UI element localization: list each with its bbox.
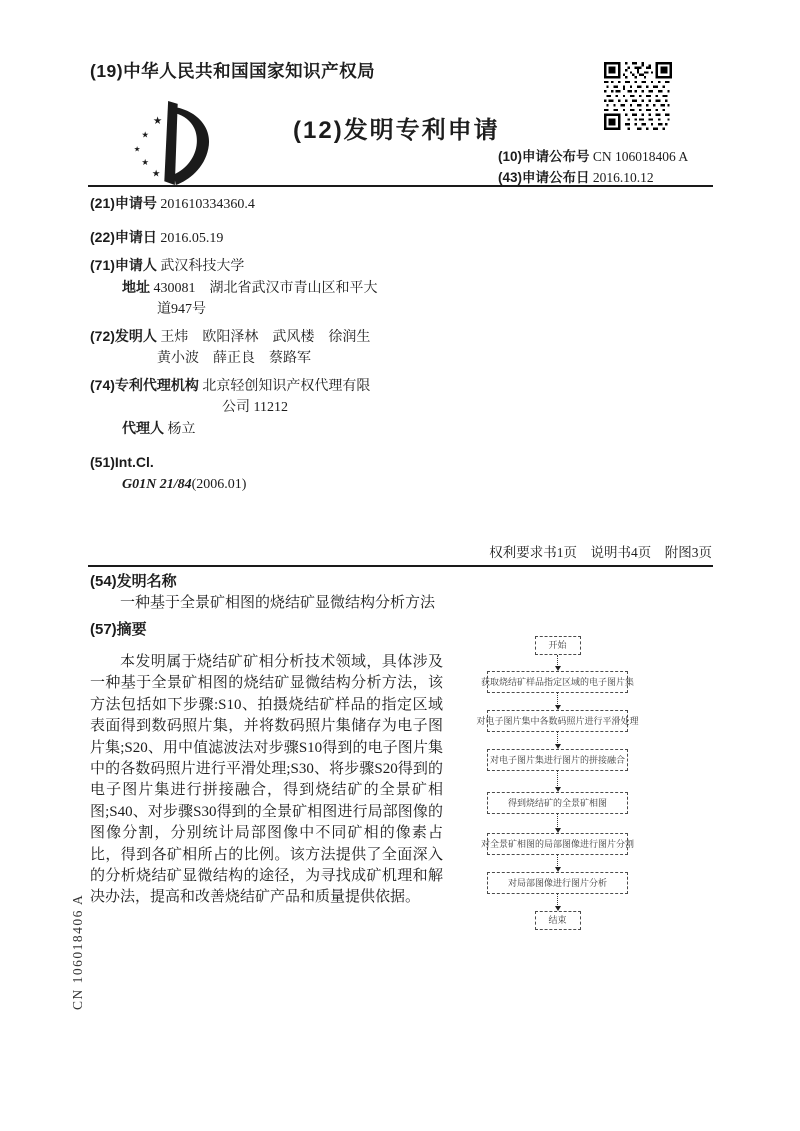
- applicant-value: 武汉科技大学: [160, 259, 245, 274]
- svg-text:★: ★: [152, 115, 163, 127]
- svg-text:★: ★: [141, 129, 150, 140]
- inventors-row-2: [90, 348, 465, 369]
- cnipa-logo-icon: [128, 98, 214, 188]
- flowchart-connector: [555, 814, 561, 833]
- inventors-row: [90, 326, 465, 348]
- flowchart-connector: [555, 655, 561, 671]
- flowchart-node-panorama: 得到烧结矿的全景矿相图: [487, 792, 628, 814]
- inventors-line1: 王炜 欧阳泽林 武风楼 徐润生: [160, 330, 371, 345]
- svg-text:★: ★: [133, 144, 141, 154]
- address-row: [90, 277, 465, 299]
- inventors-line2: 黄小波 薛正良 蔡路军: [157, 351, 311, 366]
- agency-line2: 公司 11212: [222, 400, 288, 415]
- address-label: 地址: [122, 279, 150, 295]
- agency-label: (74)专利代理机构: [90, 377, 199, 393]
- patent-office-name: (19)中华人民共和国国家知识产权局: [90, 61, 376, 81]
- abstract-text: 本发明属于烧结矿矿相分析技术领域，具体涉及一种基于全景矿相图的烧结矿显微结构分析方法，该方法包括如下步骤:S10、拍摄烧结矿样品的指定区域表面得到数码照片集，并将数码照片集储存为电子图片集;S20、用中值滤波法对步骤S10得到的电子图片集中的各数码照片进行平滑处理;S30、将步骤S20得到的电子图片集进行拼接融合，得到烧结矿的全景矿相图;S40、对步骤S30得到的全景矿相图进行局部图像的图像分割，分别统计局部图像中不同矿相的像素占比，得到各矿相所占的比例。该方法提供了全面深入的分析烧结矿显微结构的途径，为寻找成矿机理和解决办法，提高和改善烧结矿产品和质量提供依据。: [90, 654, 443, 906]
- flowchart-node-analyze: 对局部图像进行图片分析: [487, 872, 628, 894]
- svg-text:★: ★: [151, 168, 161, 180]
- application-date-row: [90, 227, 465, 249]
- intcl-code: G01N 21/84: [122, 477, 192, 492]
- agent-label: 代理人: [122, 420, 164, 436]
- document-type-title: (12)发明专利申请: [293, 117, 500, 144]
- pub-number-label: (10)申请公布号: [498, 149, 590, 164]
- intcl-row: [90, 452, 465, 474]
- side-publication-number: CN 106018406 A: [70, 893, 85, 1010]
- flowchart-connector: [555, 693, 561, 710]
- applicant-row: [90, 255, 465, 277]
- application-number-row: [90, 193, 465, 215]
- bibliographic-section: [90, 193, 465, 495]
- flowchart-connector: [555, 855, 561, 872]
- address-line2: 道947号: [157, 302, 206, 317]
- pages-note: 权利要求书1页 说明书4页 附图3页: [489, 545, 712, 560]
- publication-date-row: [498, 169, 714, 186]
- flowchart-node-smooth: 对电子图片集中各数码照片进行平滑处理: [487, 710, 628, 732]
- address-row-2: [90, 299, 465, 320]
- inventors-label: (72)发明人: [90, 328, 157, 344]
- agent-row: [90, 418, 465, 440]
- publication-number-row: [498, 148, 714, 165]
- app-number-value: 201610334360.4: [160, 197, 255, 212]
- app-date-label: (22)申请日: [90, 229, 157, 245]
- intcl-value-row: [90, 474, 465, 495]
- svg-text:★: ★: [141, 156, 150, 167]
- publication-info: [498, 148, 714, 190]
- app-date-value: 2016.05.19: [160, 231, 224, 246]
- app-number-label: (21)申请号: [90, 195, 157, 211]
- agency-row-2: [90, 397, 465, 418]
- address-line1: 430081 湖北省武汉市青山区和平大: [153, 281, 378, 296]
- flowchart-connector: [555, 771, 561, 792]
- flowchart-figure: [470, 636, 645, 930]
- agency-line1: 北京轻创知识产权代理有限: [202, 379, 371, 394]
- agent-value: 杨立: [167, 422, 196, 437]
- header-divider-rule: [88, 185, 713, 187]
- title-section-label: (54)发明名称: [90, 573, 177, 590]
- qr-code: [604, 62, 672, 130]
- intcl-version: (2006.01): [191, 477, 247, 492]
- intcl-label: (51)Int.Cl.: [90, 454, 154, 470]
- body-divider-rule: [88, 565, 713, 567]
- flowchart-connector: [555, 732, 561, 749]
- flowchart-node-end: 结束: [535, 911, 581, 930]
- flowchart-node-segment: 对全景矿相图的局部图像进行图片分割: [487, 833, 628, 855]
- flowchart-connector: [555, 894, 561, 911]
- pub-number-value: CN 106018406 A: [592, 149, 689, 164]
- flowchart-node-stitch: 对电子图片集进行图片的拼接融合: [487, 749, 628, 771]
- invention-title-section: [90, 570, 446, 641]
- pub-date-label: (43)申请公布日: [498, 170, 590, 185]
- flowchart-node-acquire: 获取烧结矿样品指定区域的电子图片集: [487, 671, 628, 693]
- pub-date-value: 2016.10.12: [592, 170, 654, 185]
- flowchart-node-start: 开始: [535, 636, 581, 655]
- abstract-section-label: (57)摘要: [90, 620, 147, 638]
- agency-row: [90, 375, 465, 397]
- invention-title: 一种基于全景矿相图的烧结矿显微结构分析方法: [120, 595, 436, 611]
- applicant-label: (71)申请人: [90, 257, 157, 273]
